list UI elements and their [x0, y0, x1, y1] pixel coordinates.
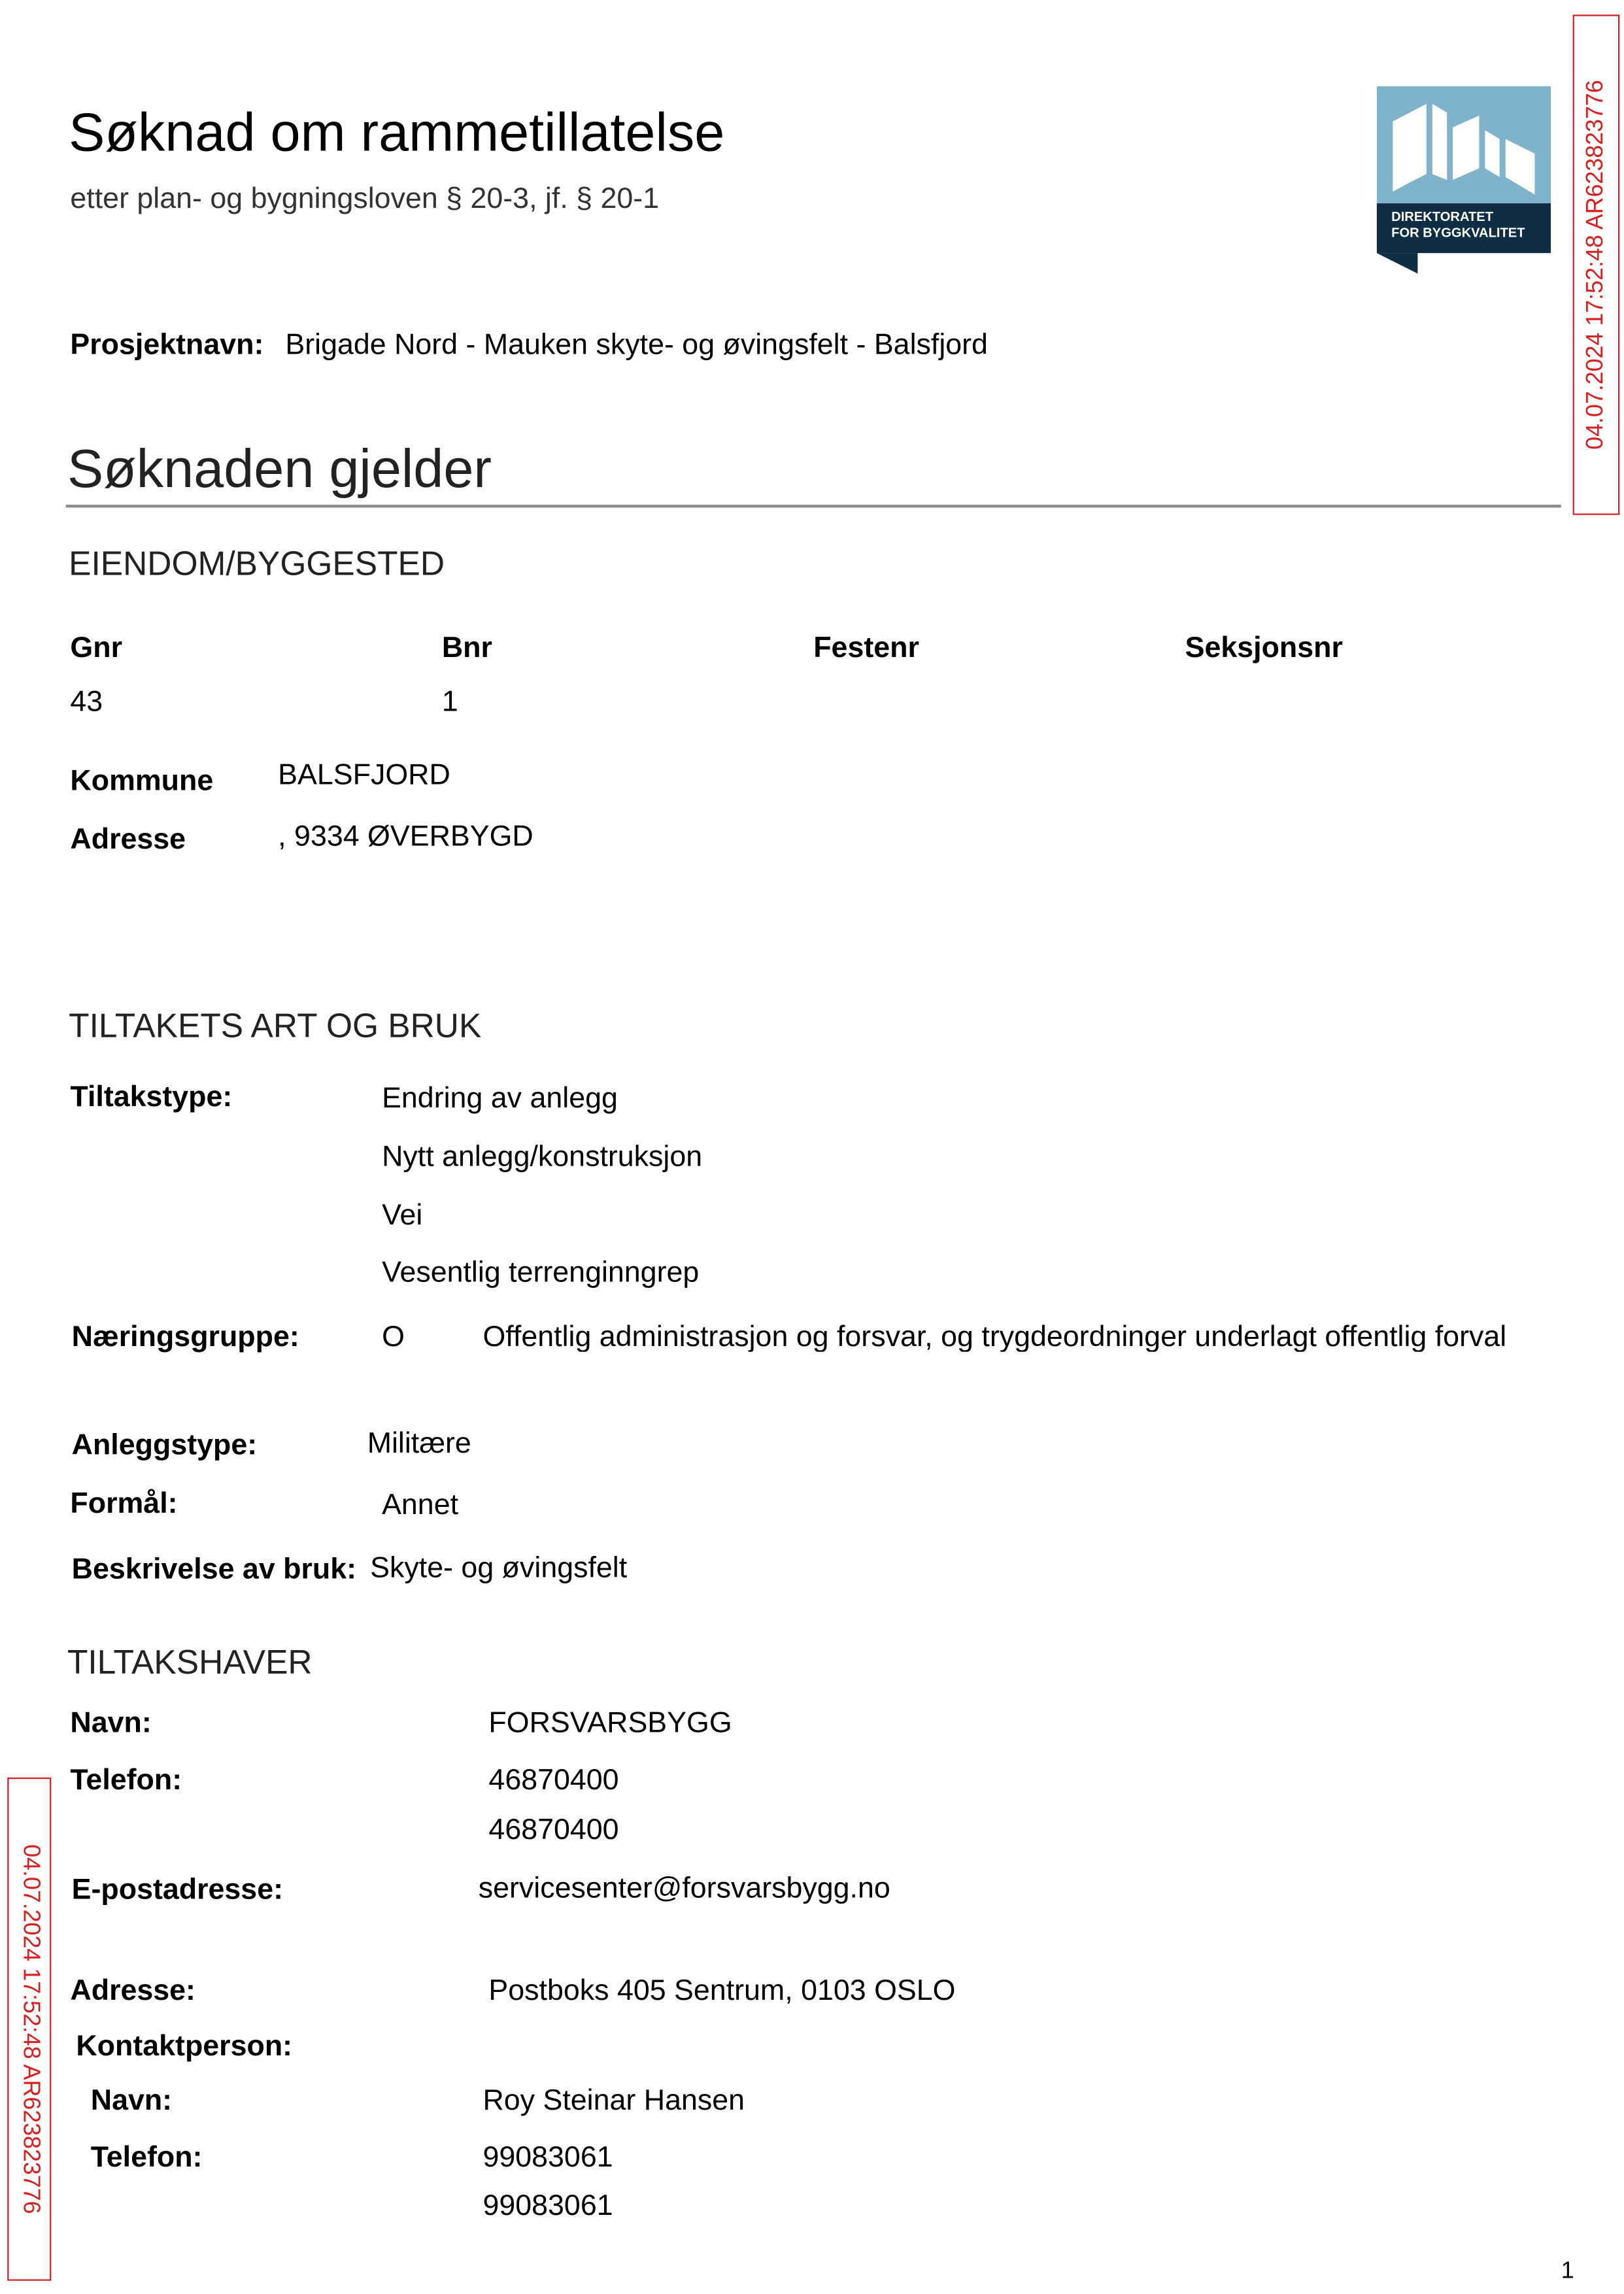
telefon-value: 46870400 [488, 1813, 619, 1847]
navn-value: FORSVARSBYGG [488, 1707, 732, 1740]
dibk-logo [1377, 86, 1553, 277]
naeringsgruppe-code: O [382, 1321, 405, 1353]
kontakt-telefon-value: 99083061 [482, 2189, 613, 2223]
tiltakstype-item: Nytt anlegg/konstruksjon [382, 1141, 703, 1173]
section-title: Søknaden gjelder [67, 439, 492, 499]
kontakt-telefon-label: Telefon: [90, 2142, 203, 2174]
dibk-logo-mark [1377, 86, 1553, 277]
tiltakshaver-adresse-value: Postboks 405 Sentrum, 0103 OSLO [488, 1975, 956, 2008]
kommune-value: BALSFJORD [278, 759, 450, 792]
tiltak-heading: TILTAKETS ART OG BRUK [69, 1006, 482, 1045]
adresse-value: , 9334 ØVERBYGD [278, 820, 533, 853]
logo-text-line1: DIREKTORATET [1391, 209, 1494, 224]
naeringsgruppe-label: Næringsgruppe: [71, 1321, 299, 1353]
kontakt-navn-value: Roy Steinar Hansen [482, 2084, 745, 2117]
navn-label: Navn: [70, 1707, 152, 1740]
epost-value: servicesenter@forsvarsbygg.no [478, 1872, 890, 1905]
epost-label: E-postadresse: [71, 1874, 284, 1906]
project-value: Brigade Nord - Mauken skyte- og øvingsfelt - Balsfjord [285, 329, 988, 362]
col-festenr: Festenr [813, 632, 919, 664]
col-seksjonsnr: Seksjonsnr [1185, 632, 1343, 664]
tiltakstype-item: Vei [382, 1199, 423, 1232]
kommune-label: Kommune [70, 765, 214, 798]
tiltakshaver-heading: TILTAKSHAVER [67, 1643, 313, 1681]
value-gnr: 43 [70, 686, 103, 718]
formal-label: Formål: [70, 1487, 178, 1521]
telefon-value: 46870400 [488, 1764, 619, 1797]
naeringsgruppe-text: Offentlig administrasjon og forsvar, og trygdeordninger underlagt offentlig forval [482, 1322, 1507, 1352]
adresse-label: Adresse [70, 823, 186, 856]
document-subtitle: etter plan- og bygningsloven § 20-3, jf. § 20-1 [70, 182, 660, 215]
section-divider [66, 505, 1561, 507]
kontakt-navn-label: Navn: [90, 2084, 173, 2117]
tiltakstype-item: Endring av anlegg [382, 1082, 618, 1115]
tiltakshaver-adresse-label: Adresse: [70, 1975, 195, 2008]
anleggstype-label: Anleggstype: [71, 1429, 258, 1462]
beskrivelse-value: Skyte- og øvingsfelt [370, 1552, 628, 1585]
telefon-label: Telefon: [70, 1764, 182, 1797]
logo-text-line2: FOR BYGGKVALITET [1391, 225, 1525, 240]
kontaktperson-label: Kontaktperson: [76, 2031, 293, 2063]
kontakt-telefon-value: 99083061 [482, 2142, 613, 2174]
tiltakstype-label: Tiltakstype: [70, 1081, 233, 1113]
document-title: Søknad om rammetillatelse [69, 102, 725, 163]
stamp-bottom-text: 04.07.2024 17:52:48 AR623823776 [17, 1844, 42, 2214]
formal-value: Annet [382, 1489, 459, 1522]
anleggstype-value: Militære [367, 1428, 471, 1460]
value-bnr: 1 [441, 686, 458, 718]
beskrivelse-label: Beskrivelse av bruk: [71, 1553, 357, 1586]
stamp-top [1573, 14, 1620, 514]
tiltakstype-item: Vesentlig terrenginngrep [382, 1257, 700, 1289]
project-label: Prosjektnavn: [70, 329, 264, 362]
col-bnr: Bnr [441, 632, 492, 664]
col-gnr: Gnr [70, 632, 122, 664]
page-number: 1 [1561, 2259, 1574, 2284]
stamp-bottom [7, 1778, 51, 2281]
stamp-top-text: 04.07.2024 17:52:48 AR623823776 [1583, 80, 1608, 450]
property-heading: EIENDOM/BYGGESTED [69, 544, 445, 582]
